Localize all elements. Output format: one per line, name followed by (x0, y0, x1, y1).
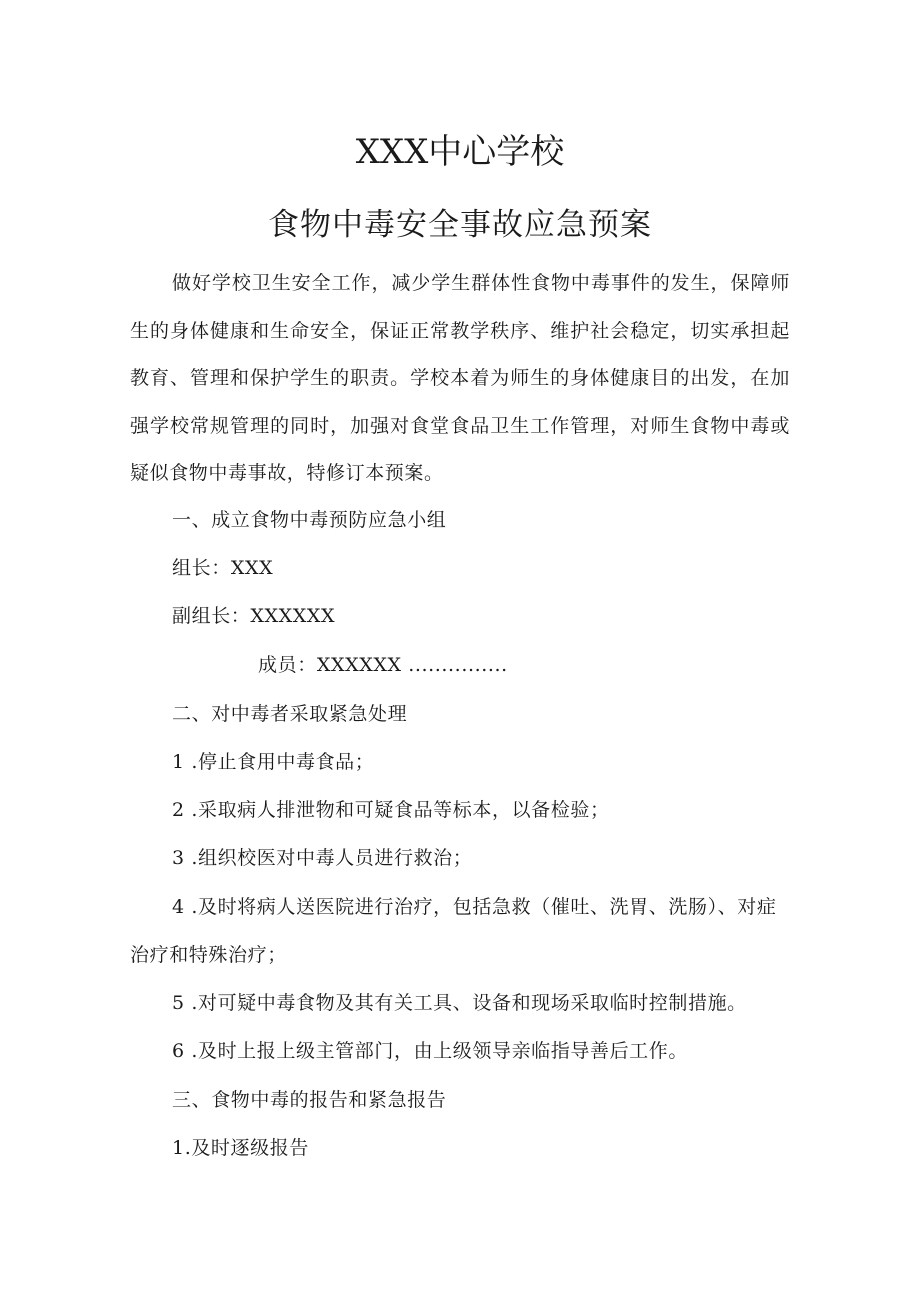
section2-heading: 二、对中毒者采取紧急处理 (172, 703, 408, 725)
section2-item-2: 2 .采取病人排泄物和可疑食品等标本，以备检验； (172, 799, 610, 821)
leader-value: XXX (230, 557, 274, 579)
document-title-plan: 食物中毒安全事故应急预案 (268, 207, 652, 243)
section2-item-1: 1 .停止食用中毒食品； (172, 751, 375, 773)
members-label: 成员： (258, 654, 317, 676)
leader-label: 组长： (172, 557, 231, 579)
deputy-label: 副组长： (172, 605, 251, 627)
section2-item-6: 6 .及时上报上级主管部门，由上级领导亲临指导善后工作。 (172, 1040, 688, 1062)
deputy-line (172, 601, 335, 631)
document-title-school: XXX中心学校 (355, 132, 565, 172)
deputy-value: XXXXXX (250, 605, 336, 627)
section2-item-3: 3 .组织校医对中毒人员进行救治； (172, 847, 473, 869)
section2-item-4: 4 .及时将病人送医院进行治疗，包括急救（催吐、洗胃、洗肠）、对症治疗和特殊治疗； (130, 896, 777, 966)
members-line (258, 650, 508, 680)
section3-item-1: 1.及时逐级报告 (172, 1137, 309, 1159)
leader-line (172, 553, 273, 583)
section3-heading: 三、食物中毒的报告和紧急报告 (172, 1089, 447, 1111)
intro-paragraph: 做好学校卫生安全工作，减少学生群体性食物中毒事件的发生，保障师生的身体健康和生命安全，保证正常教学秩序、维护社会稳定，切实承担起教育、管理和保护学生的职责。学校本着为师生的身体健康目的出发，在加强学校常规管理的同时，加强对食堂食品卫生工作管理，对师生食物中毒或疑似食物中毒事故，特修订本预案。 (130, 272, 790, 485)
section2-item-5: 5 .对可疑中毒食物及其有关工具、设备和现场采取临时控制措施。 (172, 992, 747, 1014)
section1-heading: 一、成立食物中毒预防应急小组 (172, 509, 447, 531)
members-value: XXXXXX ............... (316, 654, 508, 676)
